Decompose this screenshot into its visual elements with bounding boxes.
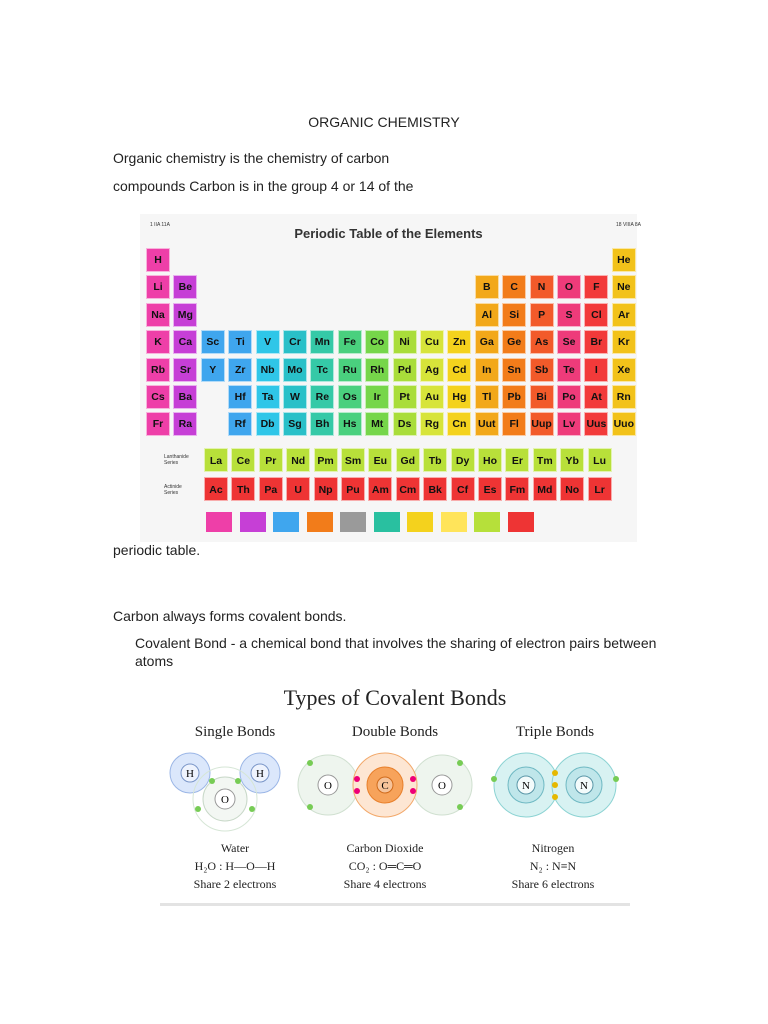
element-bh: Bh <box>310 412 334 436</box>
triple-bonds-heading: Triple Bonds <box>515 724 595 740</box>
group1-label: 1 IIA 11A <box>150 222 170 228</box>
element-sb: Sb <box>530 358 554 382</box>
element-pa: Pa <box>259 477 283 501</box>
legend-swatch <box>206 512 232 532</box>
element-cd: Cd <box>447 358 471 382</box>
element-no: No <box>560 477 584 501</box>
double-bonds-heading: Double Bonds <box>351 724 439 740</box>
covalent-bonds-figure <box>160 679 630 907</box>
legend-swatch <box>508 512 534 532</box>
element-xe: Xe <box>612 358 636 382</box>
element-cu: Cu <box>420 330 444 354</box>
element-fm: Fm <box>505 477 529 501</box>
element-hf: Hf <box>228 385 252 409</box>
element-uup: Uup <box>530 412 554 436</box>
periodic-table-title: Periodic Table of the Elements <box>294 226 483 241</box>
element-p: P <box>530 303 554 327</box>
element-eu: Eu <box>368 448 392 472</box>
atom-label-n: N <box>580 780 588 792</box>
element-o: O <box>557 275 581 299</box>
atom-label-c: C <box>381 780 389 792</box>
element-al: Al <box>475 303 499 327</box>
n2-caption <box>478 839 628 893</box>
water-molecule-diagram <box>170 753 280 831</box>
element-te: Te <box>557 358 581 382</box>
element-dy: Dy <box>451 448 475 472</box>
element-cn: Cn <box>447 412 471 436</box>
element-po: Po <box>557 385 581 409</box>
element-np: Np <box>314 477 338 501</box>
element-b: B <box>475 275 499 299</box>
atom-label-n: N <box>522 780 530 792</box>
element-pd: Pd <box>393 358 417 382</box>
paragraph-5: Covalent Bond - a chemical bond that involves the sharing of electron pairs between atoms <box>135 635 657 669</box>
element-lr: Lr <box>588 477 612 501</box>
figure-divider <box>160 903 630 906</box>
element-ni: Ni <box>393 330 417 354</box>
element-am: Am <box>368 477 392 501</box>
element-ga: Ga <box>475 330 499 354</box>
element-uut: Uut <box>475 412 499 436</box>
element-cs: Cs <box>146 385 170 409</box>
element-fe: Fe <box>338 330 362 354</box>
element-uus: Uus <box>584 412 608 436</box>
element-s: S <box>557 303 581 327</box>
element-ne: Ne <box>612 275 636 299</box>
atom-label-o: O <box>324 780 332 792</box>
element-es: Es <box>478 477 502 501</box>
element-rh: Rh <box>365 358 389 382</box>
paragraph-2: compounds Carbon is in the group 4 or 14 of the <box>113 178 414 194</box>
single-bonds-heading: Single Bonds <box>194 724 276 740</box>
element-i: I <box>584 358 608 382</box>
element-as: As <box>530 330 554 354</box>
element-db: Db <box>256 412 280 436</box>
element-pt: Pt <box>393 385 417 409</box>
element-hg: Hg <box>447 385 471 409</box>
element-lv: Lv <box>557 412 581 436</box>
element-u: U <box>286 477 310 501</box>
element-tm: Tm <box>533 448 557 472</box>
element-li: Li <box>146 275 170 299</box>
element-pr: Pr <box>259 448 283 472</box>
element-cl: Cl <box>584 303 608 327</box>
atom-label-o: O <box>221 794 229 806</box>
element-sr: Sr <box>173 358 197 382</box>
element-th: Th <box>231 477 255 501</box>
element-c: C <box>502 275 526 299</box>
element-bi: Bi <box>530 385 554 409</box>
element-rb: Rb <box>146 358 170 382</box>
element-ca: Ca <box>173 330 197 354</box>
element-br: Br <box>584 330 608 354</box>
n2-molecule-diagram <box>491 753 619 817</box>
water-share: Share 2 electrons <box>193 877 277 891</box>
element-re: Re <box>310 385 334 409</box>
element-pb: Pb <box>502 385 526 409</box>
paragraph-1: Organic chemistry is the chemistry of carbon <box>113 150 390 166</box>
n2-formula: N₂ : N≡N <box>529 859 577 873</box>
element-sm: Sm <box>341 448 365 472</box>
element-uuo: Uuo <box>612 412 636 436</box>
element-se: Se <box>557 330 581 354</box>
legend-swatch <box>240 512 266 532</box>
legend-swatch <box>474 512 500 532</box>
element-bk: Bk <box>423 477 447 501</box>
element-gd: Gd <box>396 448 420 472</box>
element-sg: Sg <box>283 412 307 436</box>
water-name: Water <box>220 841 250 855</box>
element-ar: Ar <box>612 303 636 327</box>
element-kr: Kr <box>612 330 636 354</box>
element-ta: Ta <box>256 385 280 409</box>
atom-label-o: O <box>438 780 446 792</box>
element-ra: Ra <box>173 412 197 436</box>
element-ru: Ru <box>338 358 362 382</box>
element-ti: Ti <box>228 330 252 354</box>
co2-name: Carbon Dioxide <box>346 841 424 855</box>
co2-formula: CO₂ : O═C═O <box>348 859 422 873</box>
element-f: F <box>584 275 608 299</box>
bonds-title: Types of Covalent Bonds <box>283 685 507 710</box>
periodic-table-figure <box>140 214 642 542</box>
element-tl: Tl <box>475 385 499 409</box>
legend-swatch <box>441 512 467 532</box>
element-si: Si <box>502 303 526 327</box>
co2-molecule-diagram <box>298 753 472 817</box>
element-tb: Tb <box>423 448 447 472</box>
element-cf: Cf <box>451 477 475 501</box>
element-w: W <box>283 385 307 409</box>
legend-swatch <box>340 512 366 532</box>
element-ds: Ds <box>393 412 417 436</box>
water-caption <box>160 839 310 893</box>
element-mg: Mg <box>173 303 197 327</box>
element-zn: Zn <box>447 330 471 354</box>
element-pu: Pu <box>341 477 365 501</box>
element-er: Er <box>505 448 529 472</box>
element-md: Md <box>533 477 557 501</box>
element-ge: Ge <box>502 330 526 354</box>
element-nb: Nb <box>256 358 280 382</box>
element-lu: Lu <box>588 448 612 472</box>
element-y: Y <box>201 358 225 382</box>
element-co: Co <box>365 330 389 354</box>
element-sc: Sc <box>201 330 225 354</box>
element-tc: Tc <box>310 358 334 382</box>
element-fl: Fl <box>502 412 526 436</box>
n2-name: Nitrogen <box>531 841 575 855</box>
bond-diagrams <box>160 749 630 849</box>
actinide-label: Actinide Series <box>164 484 182 496</box>
element-mo: Mo <box>283 358 307 382</box>
element-fr: Fr <box>146 412 170 436</box>
legend-swatch <box>273 512 299 532</box>
element-mn: Mn <box>310 330 334 354</box>
paragraph-4: Carbon always forms covalent bonds. <box>113 608 347 624</box>
element-rn: Rn <box>612 385 636 409</box>
element-sn: Sn <box>502 358 526 382</box>
element-cr: Cr <box>283 330 307 354</box>
element-hs: Hs <box>338 412 362 436</box>
element-be: Be <box>173 275 197 299</box>
element-ba: Ba <box>173 385 197 409</box>
legend-swatch <box>407 512 433 532</box>
element-in: In <box>475 358 499 382</box>
element-rg: Rg <box>420 412 444 436</box>
legend-swatch <box>307 512 333 532</box>
n2-share: Share 6 electrons <box>511 877 595 891</box>
element-au: Au <box>420 385 444 409</box>
element-rf: Rf <box>228 412 252 436</box>
element-v: V <box>256 330 280 354</box>
legend-swatch <box>374 512 400 532</box>
element-ho: Ho <box>478 448 502 472</box>
paragraph-3: periodic table. <box>113 542 201 558</box>
page-title: ORGANIC CHEMISTRY <box>308 114 460 130</box>
element-ce: Ce <box>231 448 255 472</box>
element-mt: Mt <box>365 412 389 436</box>
lanthanide-label: Lanthanide Series <box>164 454 189 466</box>
element-la: La <box>204 448 228 472</box>
element-nd: Nd <box>286 448 310 472</box>
atom-label-h: H <box>256 768 264 780</box>
element-ag: Ag <box>420 358 444 382</box>
element-yb: Yb <box>560 448 584 472</box>
element-os: Os <box>338 385 362 409</box>
atom-label-h: H <box>186 768 194 780</box>
element-n: N <box>530 275 554 299</box>
element-cm: Cm <box>396 477 420 501</box>
element-k: K <box>146 330 170 354</box>
element-ac: Ac <box>204 477 228 501</box>
element-at: At <box>584 385 608 409</box>
group18-label: 18 VIIIA 8A <box>616 222 642 228</box>
co2-share: Share 4 electrons <box>343 877 427 891</box>
water-formula: H₂O : H—O—H <box>194 859 276 873</box>
co2-caption <box>310 839 460 893</box>
element-na: Na <box>146 303 170 327</box>
element-zr: Zr <box>228 358 252 382</box>
element-h: H <box>146 248 170 272</box>
element-he: He <box>612 248 636 272</box>
element-pm: Pm <box>314 448 338 472</box>
element-ir: Ir <box>365 385 389 409</box>
